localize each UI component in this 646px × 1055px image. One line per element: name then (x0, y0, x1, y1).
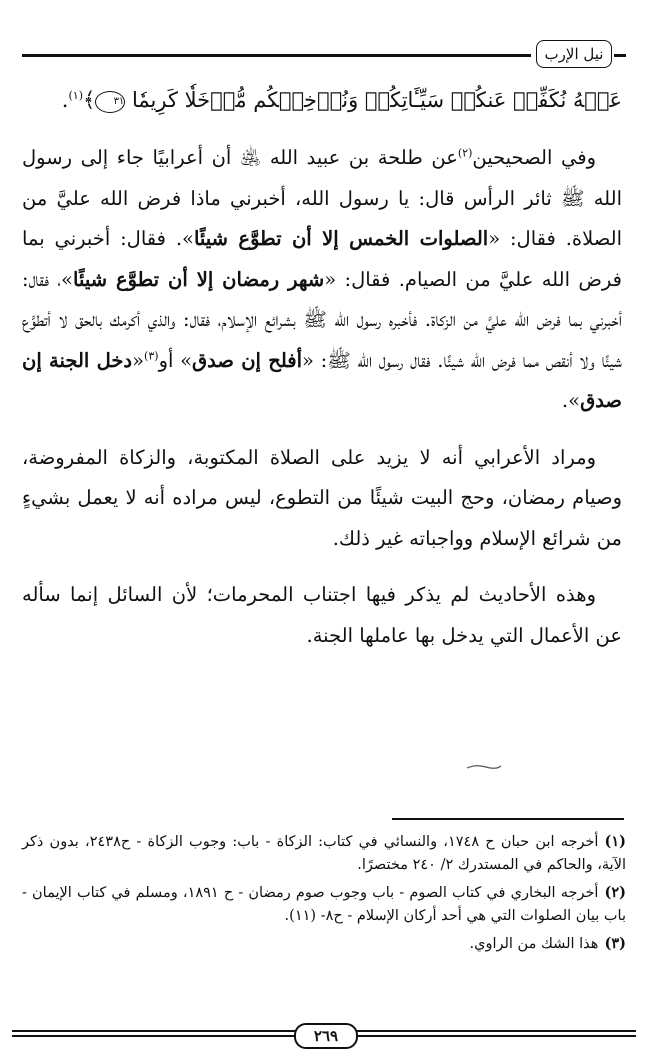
footnote-number: (٢) (604, 884, 626, 901)
running-title: نيل الإرب (536, 40, 612, 68)
text-run: » أو (158, 348, 193, 372)
page-header (22, 38, 626, 68)
page-number: ٢٦٩ (294, 1023, 358, 1049)
hadith-quote: شهر رمضان إلا أن تطوَّع شيئًا (73, 267, 325, 291)
decorative-mark (466, 763, 502, 771)
footnote-ref: (٣) (144, 349, 159, 362)
text-run: ». فقال: أخبرني بما فرض الله عليَّ من الصيام. فقال: « (22, 227, 622, 291)
page-footer (12, 1023, 636, 1047)
footnote-ref: (١) (68, 89, 83, 102)
text-run: « (132, 348, 145, 372)
quran-text: عَنۡهُ نُكَفِّرۡ عَنكُمۡ سَيِّـَٔاتِكُمۡ وَنُدۡخِلۡكُم مُّدۡخَلٗا كَرِيمٗا (132, 88, 622, 112)
text-run: عن طلحة بن عبيد الله ﵁ أن أعرابيًا جاء إلى رسول الله ﷺ ثائر الرأس قال: يا رسول الله، أخبرني ماذا فرض الله عليَّ من الصلاة. فقال: « (22, 146, 623, 250)
hadith-quote: الصلوات الخمس إلا أن تطوَّع شيئًا (193, 227, 489, 250)
footnote-text: هذا الشك من الراوي. (469, 936, 599, 952)
quran-verse: عَنۡهُ نُكَفِّرۡ عَنكُمۡ سَيِّـَٔاتِكُمۡ وَنُدۡخِلۡكُم مُّدۡخَلٗا كَرِيمٗا ٣١﴾$^{(١)}$. (61, 88, 622, 112)
footnote-text: أخرجه ابن حبان ح ١٧٤٨، والنسائي في كتاب: الزكاة - باب: وجوب الزكاة - ح٢٤٣٨، بدون ذكر الآية، والحاكم في المستدرك ٢/ ٢٤٠ مختصرًا. (22, 834, 626, 873)
hadith-quote: أفلح إن صدق (192, 348, 303, 372)
footnote-number: (٣) (604, 935, 626, 952)
footnotes (22, 830, 626, 960)
main-text (22, 78, 622, 656)
footnote-text: أخرجه البخاري في كتاب الصوم - باب وجوب صوم رمضان - ح ١٨٩١، ومسلم في كتاب الإيمان - باب بيان الصلوات التي هي أحد أركان الإسلام - ح٨- (١١). (22, 885, 626, 924)
footnote-item (22, 830, 626, 877)
text-run: »، فقال: أخبرني بما فرض الله عليَّ من الزكاة. فأخبره رسول الله ﷺ بشرائع الإسلام، فقال: والذي أكرمك بالحق لا أتطوَّع شيئًا ولا أنقص مما فرض الله شيئًا. فقال رسول الله ﷺ: « (22, 267, 622, 372)
quran-bracket: ﴾ (83, 88, 96, 112)
explanation-paragraph: وهذه الأحاديث لم يذكر فيها اجتناب المحرمات؛ لأن السائل إنما سأله عن الأعمال التي يدخل بها عاملها الجنة. (22, 583, 622, 647)
footnote-separator (392, 818, 624, 820)
footnote-item (22, 881, 626, 928)
footnote-number: (١) (604, 833, 626, 850)
header-rule (22, 54, 531, 57)
text-run: ». (561, 389, 581, 412)
header-rule-end (614, 54, 626, 57)
hadith-paragraph (22, 138, 622, 422)
hadith-quote: دخل الجنة إن صدق (22, 348, 622, 412)
footnote-item (22, 932, 626, 956)
footnote-ref: (٢) (457, 146, 473, 160)
explanation-paragraph: ومراد الأعرابي أنه لا يزيد على الصلاة المكتوبة، والزكاة المفروضة، وصيام رمضان، وحج البيت شيئًا من التطوع، ليس مراده أنه لا يعمل بشيءٍ من شرائع الإسلام وواجباته غير ذلك. (22, 445, 622, 550)
text-run: وفي الصحيحين (472, 146, 596, 169)
ayah-number: ٣١ (95, 91, 125, 113)
